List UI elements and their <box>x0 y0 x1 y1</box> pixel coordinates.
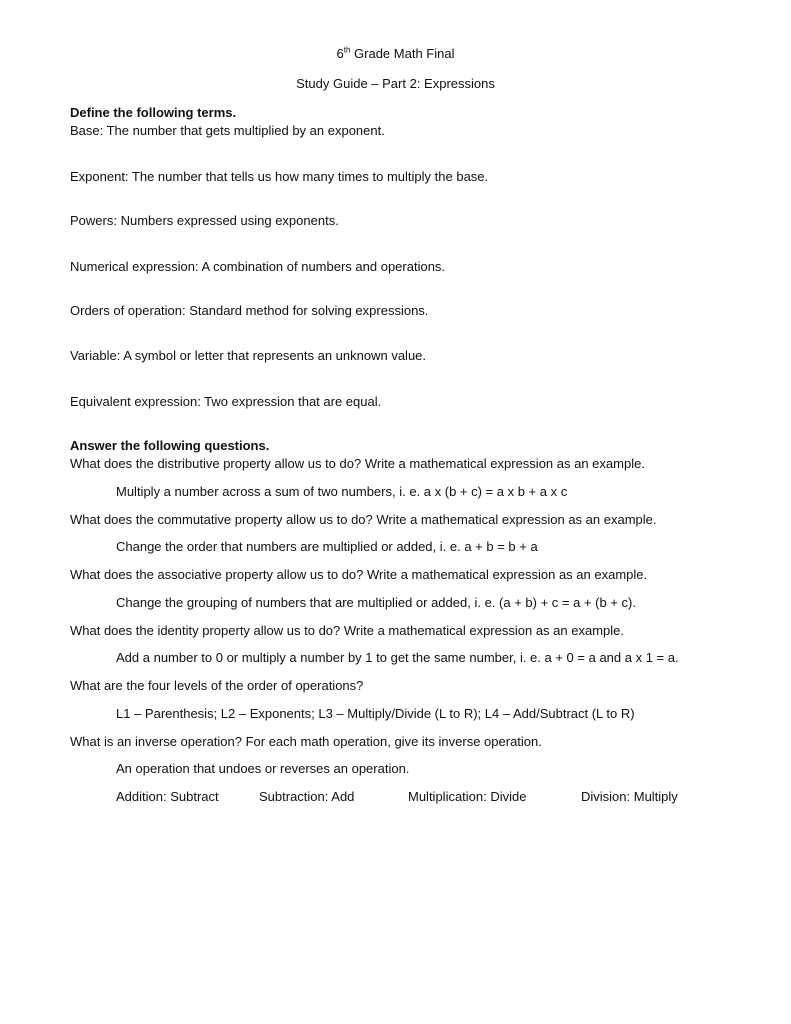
answer-associative: Change the grouping of numbers that are multiplied or added, i. e. (a + b) + c = a + (b + c). <box>116 595 636 610</box>
term-exponent: Exponent: The number that tells us how many times to multiply the base. <box>70 169 489 184</box>
term-powers: Powers: Numbers expressed using exponents. <box>70 213 339 228</box>
page-title <box>0 46 791 62</box>
page-subtitle: Study Guide – Part 2: Expressions <box>296 76 495 91</box>
answer-inverse-operation: An operation that undoes or reverses an operation. <box>116 761 410 776</box>
title-number: 6 <box>336 46 344 61</box>
title-text: Grade Math Final <box>350 46 455 61</box>
inverse-multiplication: Multiplication: Divide <box>408 789 527 804</box>
answer-distributive: Multiply a number across a sum of two numbers, i. e. a x (b + c) = a x b + a x c <box>116 484 568 499</box>
term-numerical-expression: Numerical expression: A combination of numbers and operations. <box>70 259 446 274</box>
question-associative: What does the associative property allow us to do? Write a mathematical expression as an example. <box>70 567 648 582</box>
question-commutative: What does the commutative property allow us to do? Write a mathematical expression as an example. <box>70 512 657 527</box>
terms-heading: Define the following terms. <box>70 105 237 120</box>
inverse-division: Division: Multiply <box>581 789 678 804</box>
answer-commutative: Change the order that numbers are multiplied or added, i. e. a + b = b + a <box>116 539 538 554</box>
question-order-levels: What are the four levels of the order of operations? <box>70 678 364 693</box>
question-inverse-operation: What is an inverse operation? For each math operation, give its inverse operation. <box>70 734 542 749</box>
term-equivalent-expression: Equivalent expression: Two expression that are equal. <box>70 394 382 409</box>
answer-identity: Add a number to 0 or multiply a number by 1 to get the same number, i. e. a + 0 = a and a x 1 = a. <box>116 650 679 665</box>
inverse-subtraction: Subtraction: Add <box>259 789 355 804</box>
term-orders-of-operation: Orders of operation: Standard method for solving expressions. <box>70 303 429 318</box>
question-distributive: What does the distributive property allow us to do? Write a mathematical expression as an example. <box>70 456 645 471</box>
answer-order-levels: L1 – Parenthesis; L2 – Exponents; L3 – Multiply/Divide (L to R); L4 – Add/Subtract (L to R) <box>116 706 635 721</box>
question-identity: What does the identity property allow us to do? Write a mathematical expression as an example. <box>70 623 624 638</box>
title-ordinal-suffix: th <box>343 45 351 55</box>
term-variable: Variable: A symbol or letter that represents an unknown value. <box>70 348 427 363</box>
inverse-addition: Addition: Subtract <box>116 789 219 804</box>
questions-heading: Answer the following questions. <box>70 438 270 453</box>
term-base: Base: The number that gets multiplied by an exponent. <box>70 123 385 138</box>
